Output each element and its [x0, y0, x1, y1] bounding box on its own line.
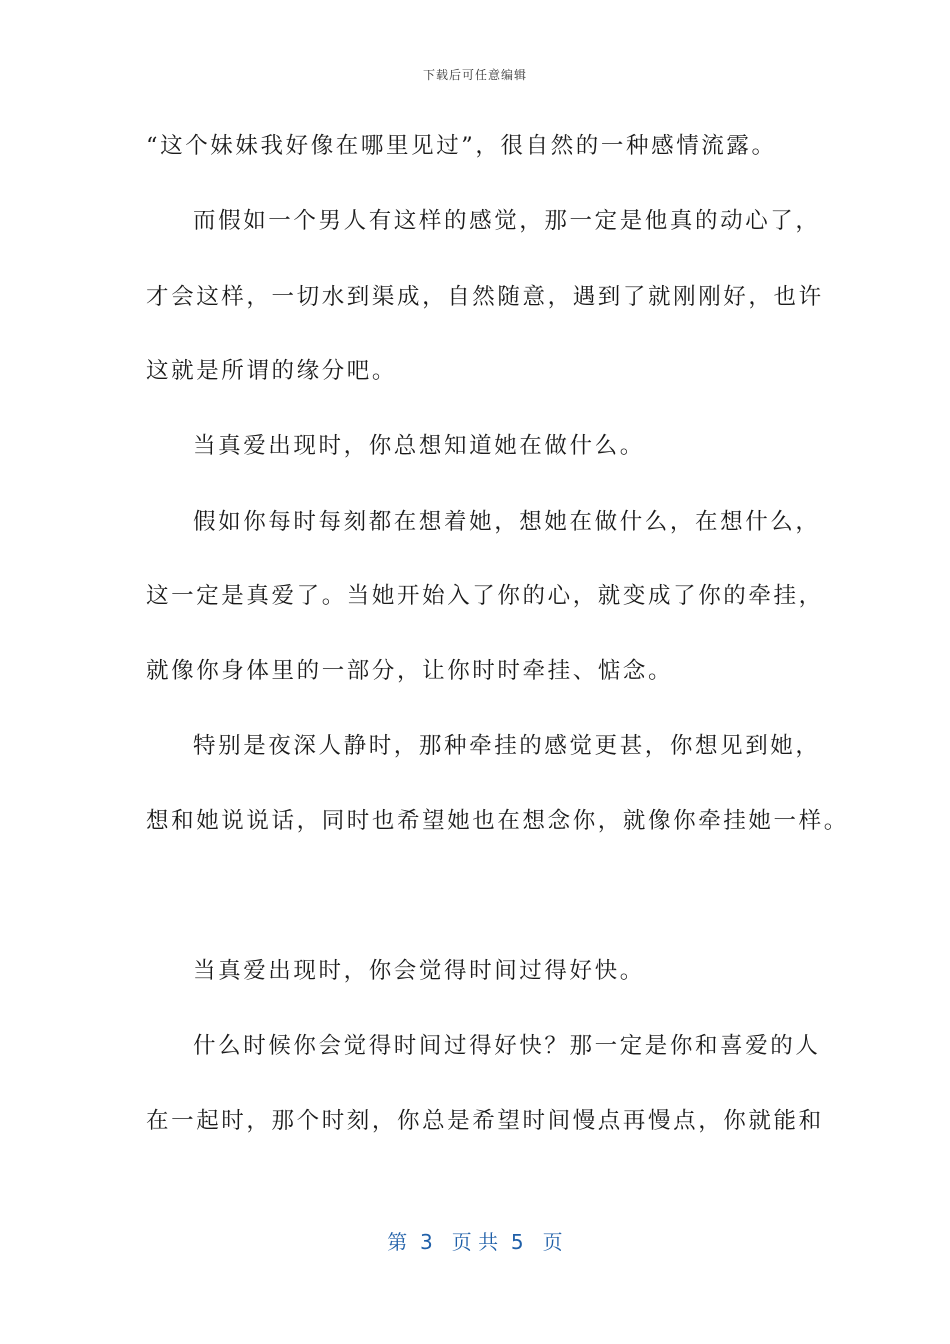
text-line: 想和她说说话，同时也希望她也在想念你，就像你牵挂她一样。 — [146, 808, 849, 834]
text-line: 而假如一个男人有这样的感觉，那一定是他真的动心了， — [193, 208, 821, 234]
text-line: 在一起时，那个时刻，你总是希望时间慢点再慢点，你就能和 — [146, 1108, 824, 1134]
text-line: 才会这样，一切水到渠成，自然随意，遇到了就刚刚好，也许 — [146, 284, 824, 310]
text-line: 这就是所谓的缘分吧。 — [146, 358, 398, 384]
page-header: 下载后可任意编辑 — [422, 68, 527, 82]
text-line: 什么时候你会觉得时间过得好快？那一定是你和喜爱的人 — [193, 1033, 821, 1059]
text-line: 这一定是真爱了。当她开始入了你的心，就变成了你的牵挂， — [146, 583, 824, 609]
page-footer: 第 3 页 共 5 页 — [387, 1230, 563, 1254]
text-line: 就像你身体里的一部分，让你时时牵挂、惦念。 — [146, 658, 674, 684]
text-line: 假如你每时每刻都在想着她，想她在做什么，在想什么， — [193, 509, 821, 535]
text-line: “这个妹妹我好像在哪里见过”，很自然的一种感情流露。 — [146, 133, 777, 159]
text-line: 特别是夜深人静时，那种牵挂的感觉更甚，你想见到她， — [193, 733, 821, 759]
text-line: 当真爱出现时，你总想知道她在做什么。 — [193, 433, 645, 459]
text-line: 当真爱出现时，你会觉得时间过得好快。 — [193, 958, 645, 984]
